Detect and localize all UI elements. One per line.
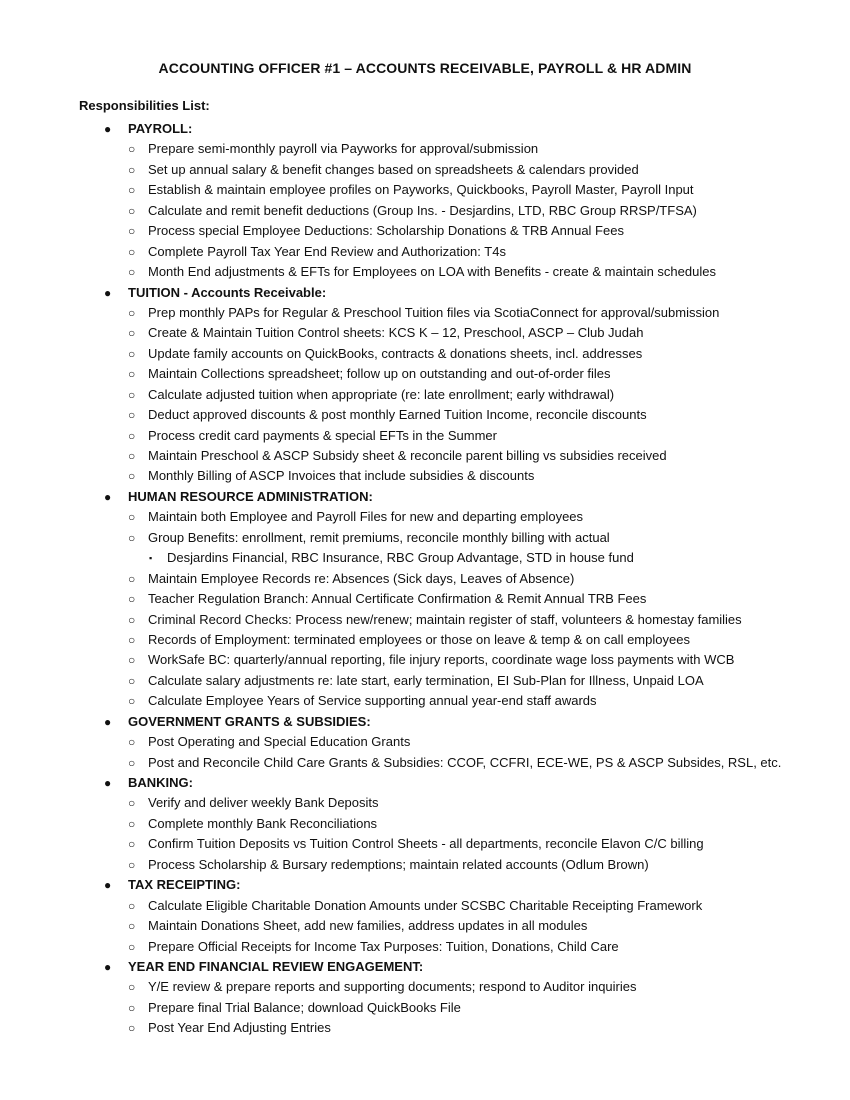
list-item-text: Deduct approved discounts & post monthly Earned Tuition Income, reconcile discounts xyxy=(148,407,647,423)
list-item-text: Complete monthly Bank Reconciliations xyxy=(148,815,378,831)
section-heading xyxy=(0,875,850,895)
hollow-bullet-icon: ○ xyxy=(128,694,136,709)
list-item-text: Prep monthly PAPs for Regular & Preschool Tuition files via ScotiaConnect for approval/submission xyxy=(148,304,720,320)
section-tuition-accounts-receivable xyxy=(0,283,850,487)
section-heading-text: YEAR END FINANCIAL REVIEW ENGAGEMENT: xyxy=(128,958,424,974)
section-heading xyxy=(0,487,850,507)
list-item xyxy=(0,160,850,180)
hollow-bullet-icon: ○ xyxy=(128,673,136,688)
section-heading-text: GOVERNMENT GRANTS & SUBSIDIES: xyxy=(128,713,371,729)
document-title: ACCOUNTING OFFICER #1 – ACCOUNTS RECEIVABLE, PAYROLL & HR ADMIN xyxy=(158,60,692,76)
list-item xyxy=(0,303,850,323)
section-heading xyxy=(0,283,850,303)
list-item xyxy=(0,589,850,609)
hollow-bullet-icon: ○ xyxy=(128,367,136,382)
list-item xyxy=(0,139,850,159)
section-year-end-financial-review-engagement xyxy=(0,957,850,1039)
list-item-text: Monthly Billing of ASCP Invoices that include subsidies & discounts xyxy=(148,468,535,484)
list-item-text: Create & Maintain Tuition Control sheets: KCS K – 12, Preschool, ASCP – Club Judah xyxy=(148,325,644,341)
hollow-bullet-icon: ○ xyxy=(128,203,136,218)
hollow-bullet-icon: ○ xyxy=(128,142,136,157)
list-item-text: Post Operating and Special Education Grants xyxy=(148,734,411,750)
list-item-text: Maintain Donations Sheet, add new families, address updates in all modules xyxy=(148,918,588,934)
hollow-bullet-icon: ○ xyxy=(128,346,136,361)
list-item-text: Teacher Regulation Branch: Annual Certificate Confirmation & Remit Annual TRB Fees xyxy=(148,591,647,607)
list-item-text: Prepare semi-monthly payroll via Payworks for approval/submission xyxy=(148,141,539,157)
list-item xyxy=(0,814,850,834)
section-bullet-icon: ● xyxy=(104,878,112,893)
list-item xyxy=(0,998,850,1018)
list-item-text: Process credit card payments & special EFTs in the Summer xyxy=(148,427,497,443)
list-item-text: Post and Reconcile Child Care Grants & Subsidies: CCOF, CCFRI, ECE-WE, PS & ASCP Subsides, RSL, etc. xyxy=(148,754,782,770)
list-item xyxy=(0,650,850,670)
hollow-bullet-icon: ○ xyxy=(128,428,136,443)
list-item xyxy=(0,466,850,486)
section-heading xyxy=(0,773,850,793)
hollow-bullet-icon: ○ xyxy=(128,837,136,852)
list-item xyxy=(0,732,850,752)
section-banking xyxy=(0,773,850,875)
list-item xyxy=(0,507,850,527)
hollow-bullet-icon: ○ xyxy=(128,653,136,668)
list-item-text: Verify and deliver weekly Bank Deposits xyxy=(148,795,379,811)
hollow-bullet-icon: ○ xyxy=(128,898,136,913)
hollow-bullet-icon: ○ xyxy=(128,224,136,239)
list-item-text: Establish & maintain employee profiles on Payworks, Quickbooks, Payroll Master, Payroll Input xyxy=(148,182,694,198)
hollow-bullet-icon: ○ xyxy=(128,755,136,770)
section-human-resource-administration xyxy=(0,487,850,712)
list-item-text: Criminal Record Checks: Process new/renew; maintain register of staff, volunteers & homestay families xyxy=(148,611,742,627)
list-item xyxy=(0,916,850,936)
list-item xyxy=(0,221,850,241)
hollow-bullet-icon: ○ xyxy=(128,592,136,607)
section-bullet-icon: ● xyxy=(104,714,112,729)
list-item-text: WorkSafe BC: quarterly/annual reporting, file injury reports, coordinate wage loss payments with WCB xyxy=(148,652,735,668)
hollow-bullet-icon: ○ xyxy=(128,571,136,586)
responsibilities-list xyxy=(0,119,850,1039)
hollow-bullet-icon: ○ xyxy=(128,1021,136,1036)
section-payroll xyxy=(0,119,850,283)
list-item-text: Calculate Employee Years of Service supporting annual year-end staff awards xyxy=(148,693,597,709)
hollow-bullet-icon: ○ xyxy=(128,510,136,525)
list-item-text: Prepare final Trial Balance; download QuickBooks File xyxy=(148,999,461,1015)
list-item xyxy=(0,610,850,630)
sub-list-item xyxy=(0,548,850,568)
list-item-text: Y/E review & prepare reports and supporting documents; respond to Auditor inquiries xyxy=(148,979,637,995)
list-item xyxy=(0,385,850,405)
section-bullet-icon: ● xyxy=(104,489,112,504)
list-item-text: Complete Payroll Tax Year End Review and Authorization: T4s xyxy=(148,243,506,259)
section-heading xyxy=(0,712,850,732)
hollow-bullet-icon: ○ xyxy=(128,183,136,198)
list-item xyxy=(0,528,850,548)
section-heading-text: PAYROLL: xyxy=(128,121,193,136)
list-item-text: Calculate Eligible Charitable Donation Amounts under SCSBC Charitable Receipting Framework xyxy=(148,897,703,913)
list-item-text: Maintain both Employee and Payroll Files for new and departing employees xyxy=(148,509,584,525)
list-item xyxy=(0,1018,850,1038)
hollow-bullet-icon: ○ xyxy=(128,632,136,647)
hollow-bullet-icon: ○ xyxy=(128,980,136,995)
list-item xyxy=(0,426,850,446)
list-item-text: Calculate and remit benefit deductions (Group Ins. - Desjardins, LTD, RBC Group RRSP/TFSA) xyxy=(148,202,697,218)
hollow-bullet-icon: ○ xyxy=(128,387,136,402)
section-government-grants-subsidies xyxy=(0,712,850,773)
hollow-bullet-icon: ○ xyxy=(128,1000,136,1015)
hollow-bullet-icon: ○ xyxy=(128,530,136,545)
list-item xyxy=(0,855,850,875)
hollow-bullet-icon: ○ xyxy=(128,449,136,463)
list-item-text: Maintain Collections spreadsheet; follow up on outstanding and out-of-order files xyxy=(148,366,611,382)
list-item xyxy=(0,937,850,957)
section-tax-receipting xyxy=(0,875,850,957)
sub-list-item-text: Desjardins Financial, RBC Insurance, RBC Group Advantage, STD in house fund xyxy=(167,550,634,566)
list-item-text: Confirm Tuition Deposits vs Tuition Control Sheets - all departments, reconcile Elavon C/C billing xyxy=(148,836,704,852)
list-item xyxy=(0,671,850,691)
list-item xyxy=(0,344,850,364)
section-heading xyxy=(0,119,850,139)
section-bullet-icon: ● xyxy=(104,285,112,300)
hollow-bullet-icon: ○ xyxy=(128,857,136,872)
hollow-bullet-icon: ○ xyxy=(128,244,136,259)
section-bullet-icon: ● xyxy=(104,959,112,974)
list-item-text: Month End adjustments & EFTs for Employees on LOA with Benefits - create & maintain schedules xyxy=(148,264,716,280)
hollow-bullet-icon: ○ xyxy=(128,735,136,750)
list-item xyxy=(0,405,850,425)
list-item xyxy=(0,569,850,589)
list-item-text: Maintain Preschool & ASCP Subsidy sheet & reconcile parent billing vs subsidies received xyxy=(148,448,667,463)
list-item xyxy=(0,323,850,343)
list-item xyxy=(0,446,850,466)
hollow-bullet-icon: ○ xyxy=(128,162,136,177)
list-item-text: Set up annual salary & benefit changes based on spreadsheets & calendars provided xyxy=(148,161,639,177)
list-item-text: Prepare Official Receipts for Income Tax Purposes: Tuition, Donations, Child Care xyxy=(148,938,619,954)
list-item-text: Maintain Employee Records re: Absences (Sick days, Leaves of Absence) xyxy=(148,570,575,586)
section-heading xyxy=(0,957,850,977)
list-item-text: Group Benefits: enrollment, remit premiums, reconcile monthly billing with actual xyxy=(148,529,610,545)
list-item-text: Post Year End Adjusting Entries xyxy=(148,1020,331,1036)
list-item-text: Process Scholarship & Bursary redemptions; maintain related accounts (Odlum Brown) xyxy=(148,856,649,872)
list-item xyxy=(0,896,850,916)
list-item xyxy=(0,180,850,200)
list-item xyxy=(0,834,850,854)
hollow-bullet-icon: ○ xyxy=(128,919,136,934)
list-item xyxy=(0,753,850,773)
hollow-bullet-icon: ○ xyxy=(128,326,136,341)
section-bullet-icon: ● xyxy=(104,776,112,790)
section-heading-text: BANKING: xyxy=(128,775,193,790)
hollow-bullet-icon: ○ xyxy=(128,796,136,811)
list-item xyxy=(0,793,850,813)
list-item xyxy=(0,262,850,282)
section-heading-text: HUMAN RESOURCE ADMINISTRATION: xyxy=(128,488,373,504)
list-item-text: Records of Employment: terminated employees or those on leave & temp & on call employees xyxy=(148,631,690,647)
list-item xyxy=(0,364,850,384)
list-item xyxy=(0,977,850,997)
hollow-bullet-icon: ○ xyxy=(128,816,136,831)
hollow-bullet-icon: ○ xyxy=(128,612,136,627)
hollow-bullet-icon: ○ xyxy=(128,305,136,320)
hollow-bullet-icon: ○ xyxy=(128,939,136,954)
hollow-bullet-icon: ○ xyxy=(128,469,136,484)
list-item xyxy=(0,201,850,221)
section-bullet-icon: ● xyxy=(104,122,112,136)
list-item-text: Update family accounts on QuickBooks, contracts & donations sheets, incl. addresses xyxy=(148,345,643,361)
hollow-bullet-icon: ○ xyxy=(128,265,136,280)
list-item xyxy=(0,242,850,262)
list-item-text: Calculate salary adjustments re: late start, early termination, EI Sub-Plan for Illness, Unpaid LOA xyxy=(148,672,704,688)
list-item-text: Calculate adjusted tuition when appropriate (re: late enrollment; early withdrawal) xyxy=(148,386,615,402)
section-heading-text: TUITION - Accounts Receivable: xyxy=(128,284,327,300)
hollow-bullet-icon: ○ xyxy=(128,408,136,423)
list-item-text: Process special Employee Deductions: Scholarship Donations & TRB Annual Fees xyxy=(148,223,624,239)
list-item xyxy=(0,630,850,650)
responsibilities-heading: Responsibilities List: xyxy=(79,98,210,113)
list-item xyxy=(0,691,850,711)
section-heading-text: TAX RECEIPTING: xyxy=(128,877,241,893)
square-bullet-icon: ▪ xyxy=(149,553,153,564)
